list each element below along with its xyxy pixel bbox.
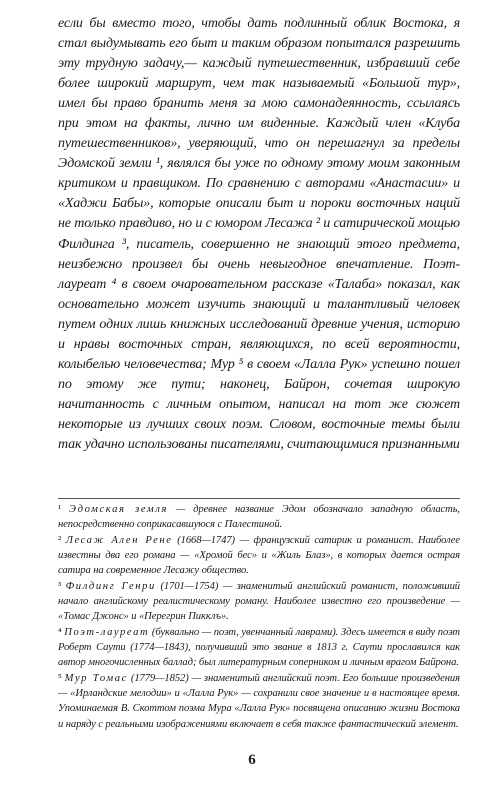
footnote-term: Лесаж Ален Рене [65,534,173,546]
footnote-term: Поэт-лауреат [64,626,150,638]
footnote-3 [58,579,460,625]
footnote-term: Мур Томас [64,672,128,684]
footnote-4 [58,625,460,671]
footnote-text: (1668—1747) — французский сатирик и романист. Наиболее известны два его романа — «Хромой бес» и «Жиль Блаз», в которых дается острая сатира на современное Лесажу общество. [58,534,460,577]
footnote-text: (буквально — поэт, увенчанный лаврами). Здесь имеется в виду поэт Роберт Саути (1774—1843), получивший это звание в 1813 г. Саути прославился как автор многочисленных баллад; был литературным соперником и личным врагом Байрона. [58,626,460,669]
body-paragraph: если бы вместо того, чтобы дать подлинный облик Востока, я стал выдумывать его быт и таким образом попытался разрешить эту трудную задачу,— каждый путешественник, избравший себе более широкий маршрут, чем так называемый «Большой тур», имел бы право бранить меня за мою самонадеянность, ссылаясь при этом на факты, лично им виденные. Каждый член «Клуба путешественников», уверяющий, что он перешагнул за пределы Эдомской земли ¹, являлся бы уже по одному этому моим законным критиком и правщиком. По сравнению с авторами «Анастасии» и «Хаджи Бабы», которые описали быт и пороки восточных наций не только правдиво, но и с юмором Лесажа ² и сатирической мощью Филдинга ³, писатель, совершенно не знающий этого предмета, неизбежно произвел бы очень невыгодное впечатление. Поэт-лауреат ⁴ в своем очаровательном рассказе «Талаба» показал, как основательно может изучить знающий и талантливый человек путем одних лишь книжных исследований древние учения, историю и нравы восточных стран, являющихся, по всей вероятности, колыбелью человечества; Мур ⁵ в своем «Лалла Рук» успешно пошел по этому же пути; наконец, Байрон, сочетая широкую начитанность с личным опытом, написал на тот же сюжет некоторые из лучших своих поэм. Словом, восточные темы были так удачно использованы писателями, считающимися признанными [58,16,460,452]
footnote-1 [58,502,460,533]
footnotes [58,502,460,732]
footnote-text: (1701—1754) — знаменитый английский романист, положивший начало английскому реалистическому роману. Наиболее известно его произведение — «Томас Джонс» и «Перегрин Пикклъ». [58,580,460,623]
footnote-number: ⁵ [58,672,62,684]
footnote-text: (1779—1852) — знаменитый английский поэт. Его большие произведения — «Ирландские мелодии» и «Лалла Рук» — сохранили свое значение и в настоящее время. Упоминаемая В. Скоттом поэма Мура «Лалла Рук» посвящена описанию жизни Востока и наряду с реальными изображениями включает в себя также фантастический элемент. [58,672,460,730]
footnote-term: Филдинг Генри [65,580,156,592]
footnote-2 [58,533,460,579]
footnote-number: ² [58,534,62,546]
page-number: 6 [248,752,256,768]
footnote-number: ¹ [58,504,62,515]
main-text [58,14,460,455]
footnote-text: — древнее название Эдом обозначало западную область, непосредственно соприкасавшуюся с Палестиной. [58,504,460,531]
footnote-number: ⁴ [58,626,62,638]
footnote-divider [58,498,460,499]
footnote-5 [58,671,460,732]
footnote-term: Эдомская земля [68,504,168,515]
footnote-number: ³ [58,580,62,592]
